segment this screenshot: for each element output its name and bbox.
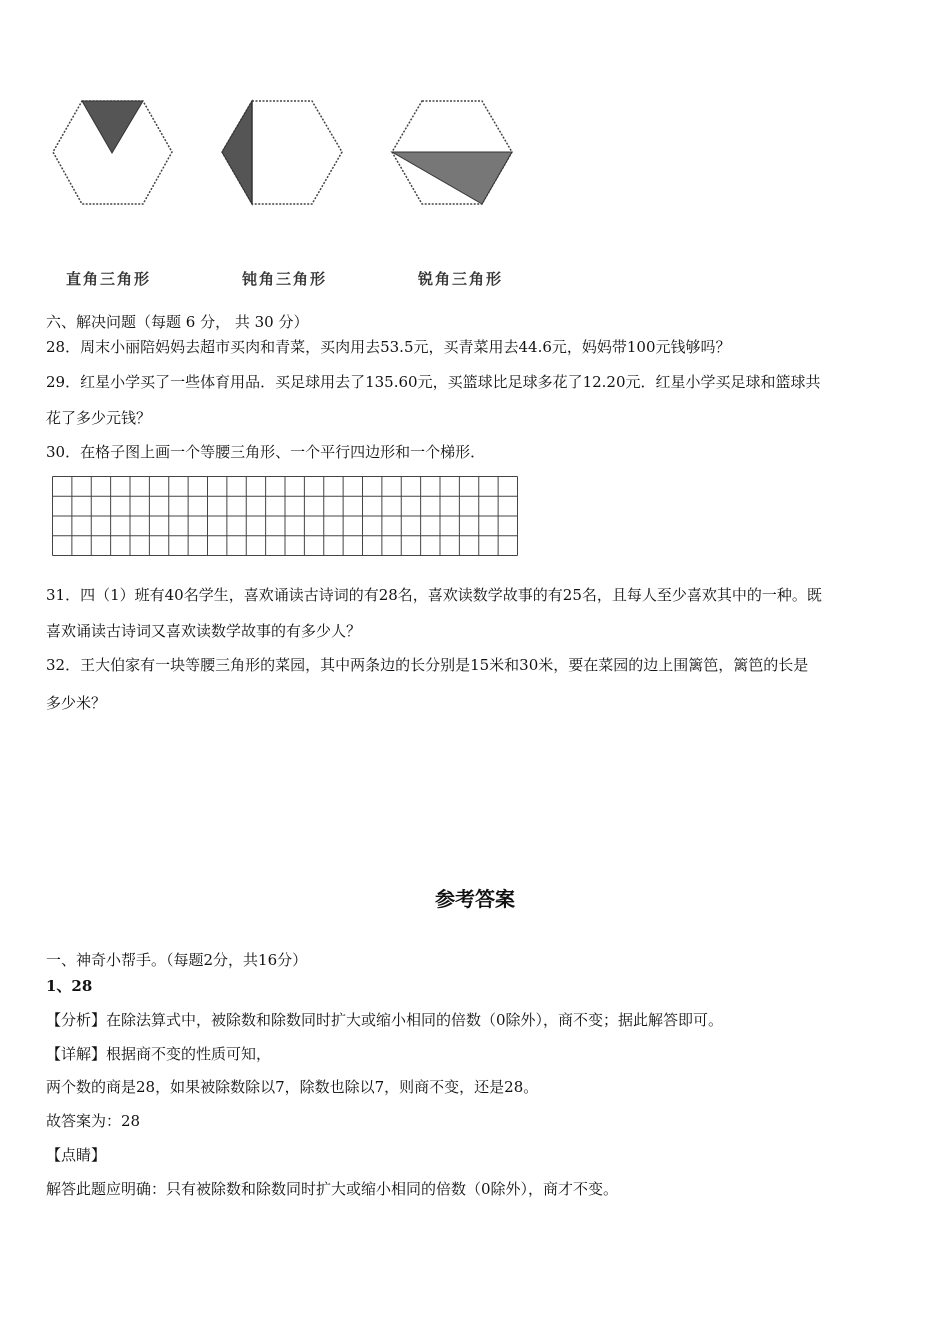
answer-final: 故答案为：28 bbox=[46, 1112, 141, 1130]
answer-analysis: 【分析】在除法算式中，被除数和除数同时扩大或缩小相同的倍数（0除外），商不变；据此解答即可。 bbox=[46, 1011, 724, 1029]
question-29-line1: 29．红星小学买了一些体育用品．买足球用去了135.60元，买篮球比足球多花了12.20元．红星小学买足球和篮球共 bbox=[46, 373, 821, 391]
caption-acute-triangle: 锐角三角形 bbox=[418, 270, 504, 288]
grid-paper[interactable] bbox=[52, 476, 518, 556]
answers-title: 参考答案 bbox=[435, 887, 515, 911]
question-32-line2: 多少米？ bbox=[46, 694, 107, 712]
caption-right-triangle: 直角三角形 bbox=[66, 270, 152, 288]
question-32-line1: 32．王大伯家有一块等腰三角形的菜园，其中两条边的长分别是15米和30米，要在菜园的边上围篱笆，篱笆的长是 bbox=[46, 656, 809, 674]
question-28: 28．周末小丽陪妈妈去超市买肉和青菜，买肉用去53.5元，买青菜用去44.6元，妈妈带100元钱够吗？ bbox=[46, 338, 731, 356]
section6-heading: 六、解决问题（每题 6 分， 共 30 分） bbox=[46, 313, 309, 331]
question-30: 30．在格子图上画一个等腰三角形、一个平行四边形和一个梯形． bbox=[46, 443, 486, 461]
hexagon-obtuse-triangle bbox=[222, 101, 342, 204]
question-29-line2: 花了多少元钱？ bbox=[46, 409, 152, 427]
answer-comment-2: 解答此题应明确：只有被除数和除数同时扩大或缩小相同的倍数（0除外），商才不变。 bbox=[46, 1180, 619, 1198]
hexagon-right-triangle bbox=[53, 101, 172, 204]
question-31-line1: 31．四（1）班有40名学生，喜欢诵读古诗词的有28名，喜欢读数学故事的有25名，且每人至少喜欢其中的一种。既 bbox=[46, 586, 822, 604]
caption-obtuse-triangle: 钝角三角形 bbox=[242, 270, 328, 288]
hexagon-acute-triangle bbox=[392, 101, 512, 204]
answer-comment: 【点睛】 bbox=[46, 1146, 107, 1164]
question-31-line2: 喜欢诵读古诗词又喜欢读数学故事的有多少人？ bbox=[46, 622, 362, 640]
answer-detail-2: 两个数的商是28，如果被除数除以7，除数也除以7，则商不变，还是28。 bbox=[46, 1078, 539, 1096]
answer-1: 1、28 bbox=[46, 977, 93, 995]
hexagon-figures bbox=[0, 0, 950, 300]
answer-detail: 【详解】根据商不变的性质可知， bbox=[46, 1045, 272, 1063]
answers-section1-heading: 一、神奇小帮手。（每题2分，共16分） bbox=[46, 951, 308, 969]
